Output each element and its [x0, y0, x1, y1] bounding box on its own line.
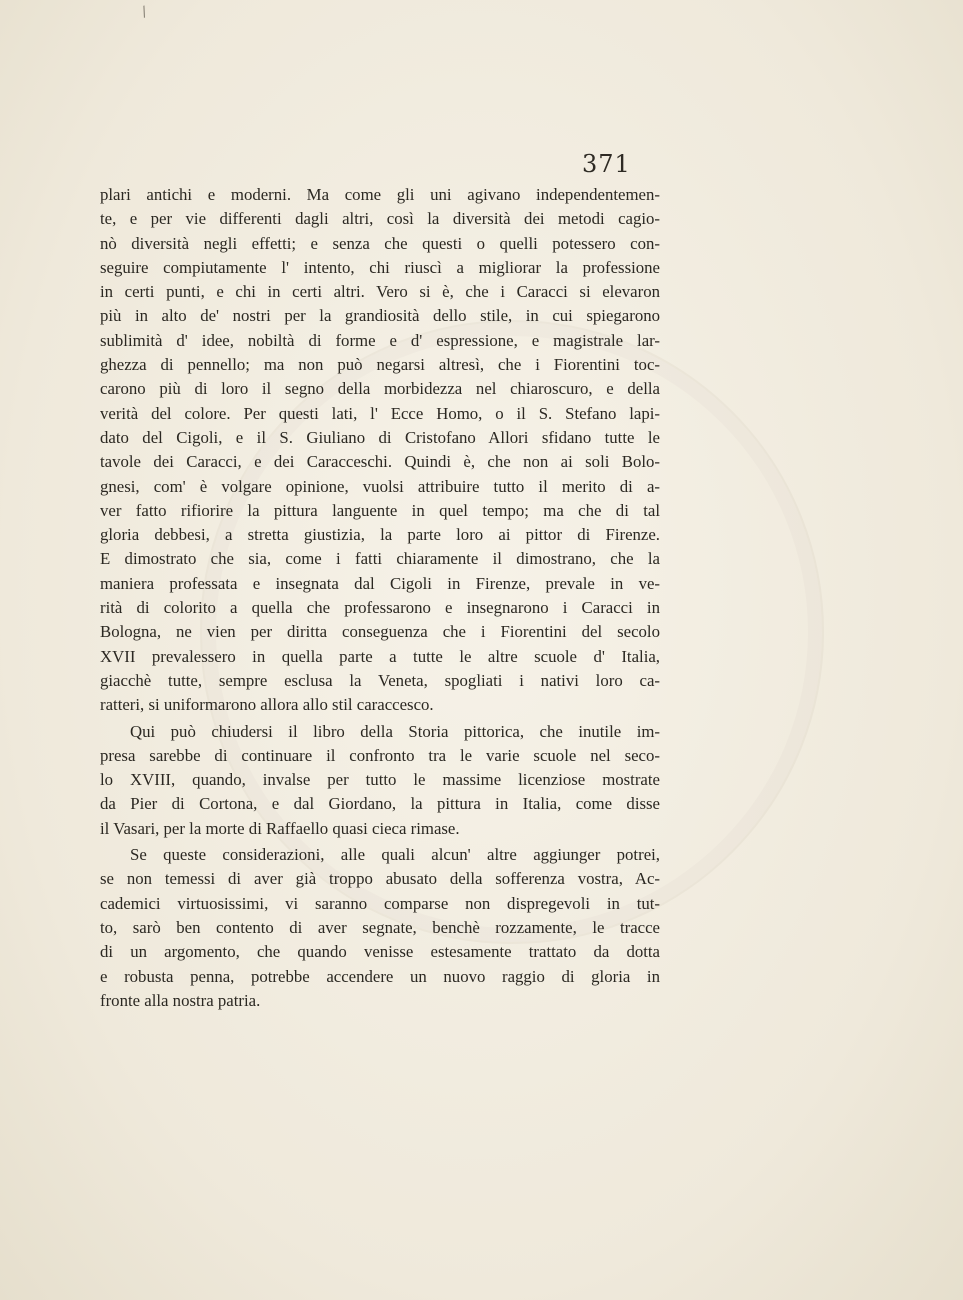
text-line: presa sarebbe di continuare il confronto tra le varie scuole nel seco- [100, 745, 660, 765]
text-line: in certi punti, e chi in certi altri. Vero si è, che i Caracci si elevaron [100, 282, 660, 302]
text-line: da Pier di Cortona, e dal Giordano, la pittura in Italia, come disse [100, 794, 660, 814]
text-line: E dimostrato che sia, come i fatti chiaramente il dimostrano, che la [100, 549, 660, 569]
text-line: dato del Cigoli, e il S. Giuliano di Cristofano Allori sfidano tutte le [100, 427, 660, 447]
text-line: maniera professata e insegnata dal Cigoli in Firenze, prevale in ve- [100, 573, 660, 593]
text-line: gnesi, com' è volgare opinione, vuolsi attribuire tutto il merito di a- [100, 476, 660, 496]
text-line: tavole dei Caracci, e dei Caracceschi. Quindi è, che non ai soli Bolo- [100, 452, 660, 472]
text-line: se non temessi di aver già troppo abusato della sofferenza vostra, Ac- [100, 869, 660, 889]
text-line: te, e per vie differenti dagli altri, così la diversità dei metodi cagio- [100, 209, 660, 229]
text-line: nò diversità negli effetti; e senza che questi o quelli potessero con- [100, 233, 660, 253]
text-line: sublimità d' idee, nobiltà di forme e d' espressione, e magistrale lar- [100, 330, 660, 350]
text-line: Se queste considerazioni, alle quali alcun' altre aggiunger potrei, [130, 845, 660, 865]
text-line: gloria debbesi, a stretta giustizia, la parte loro ai pittor di Firenze. [100, 525, 660, 545]
text-line: ghezza di pennello; ma non può negarsi altresì, che i Fiorentini toc- [100, 355, 660, 375]
text-line: Qui può chiudersi il libro della Storia pittorica, che inutile im- [130, 721, 660, 741]
body-text [100, 183, 660, 1013]
text-line: più in alto de' nostri per la grandiosità dello stile, in cui spiegarono [100, 306, 660, 326]
text-line: seguire compiutamente l' intento, chi riuscì a migliorar la professione [100, 257, 660, 277]
text-line: ratteri, si uniformarono allora allo stil caraccesco. [100, 695, 434, 715]
text-line: Bologna, ne vien per diritta conseguenza che i Fiorentini del secolo [100, 622, 660, 642]
text-line: to, sarò ben contento di aver segnate, benchè rozzamente, le tracce [100, 917, 660, 937]
corner-pencil-mark: / [139, 3, 150, 21]
text-line: plari antichi e moderni. Ma come gli uni agivano independentemen- [100, 185, 660, 204]
text-line: rità di colorito a quella che professarono e insegnarono i Caracci in [100, 598, 660, 618]
text-line: lo XVIII, quando, invalse per tutto le massime licenziose mostrate [100, 770, 660, 790]
text-line: verità del colore. Per questi lati, l' Ecce Homo, o il S. Stefano lapi- [100, 403, 660, 423]
text-line: giacchè tutte, sempre esclusa la Veneta, spogliati i nativi loro ca- [100, 670, 660, 690]
text-line: di un argomento, che quando venisse estesamente trattato da dotta [100, 942, 660, 962]
text-line: carono più di loro il segno della morbidezza nel chiaroscuro, e della [100, 379, 660, 399]
text-line: ver fatto rifiorire la pittura languente in quel tempo; ma che di tal [100, 500, 660, 520]
page-number: 371 [582, 150, 631, 178]
text-line: cademici virtuosissimi, vi saranno comparse non dispregevoli in tut- [100, 893, 660, 913]
text-line: fronte alla nostra patria. [100, 990, 261, 1010]
text-line: XVII prevalessero in quella parte a tutte le altre scuole d' Italia, [100, 646, 660, 666]
text-line: e robusta penna, potrebbe accendere un nuovo raggio di gloria in [100, 966, 660, 986]
text-line: il Vasari, per la morte di Raffaello quasi cieca rimase. [100, 818, 460, 838]
